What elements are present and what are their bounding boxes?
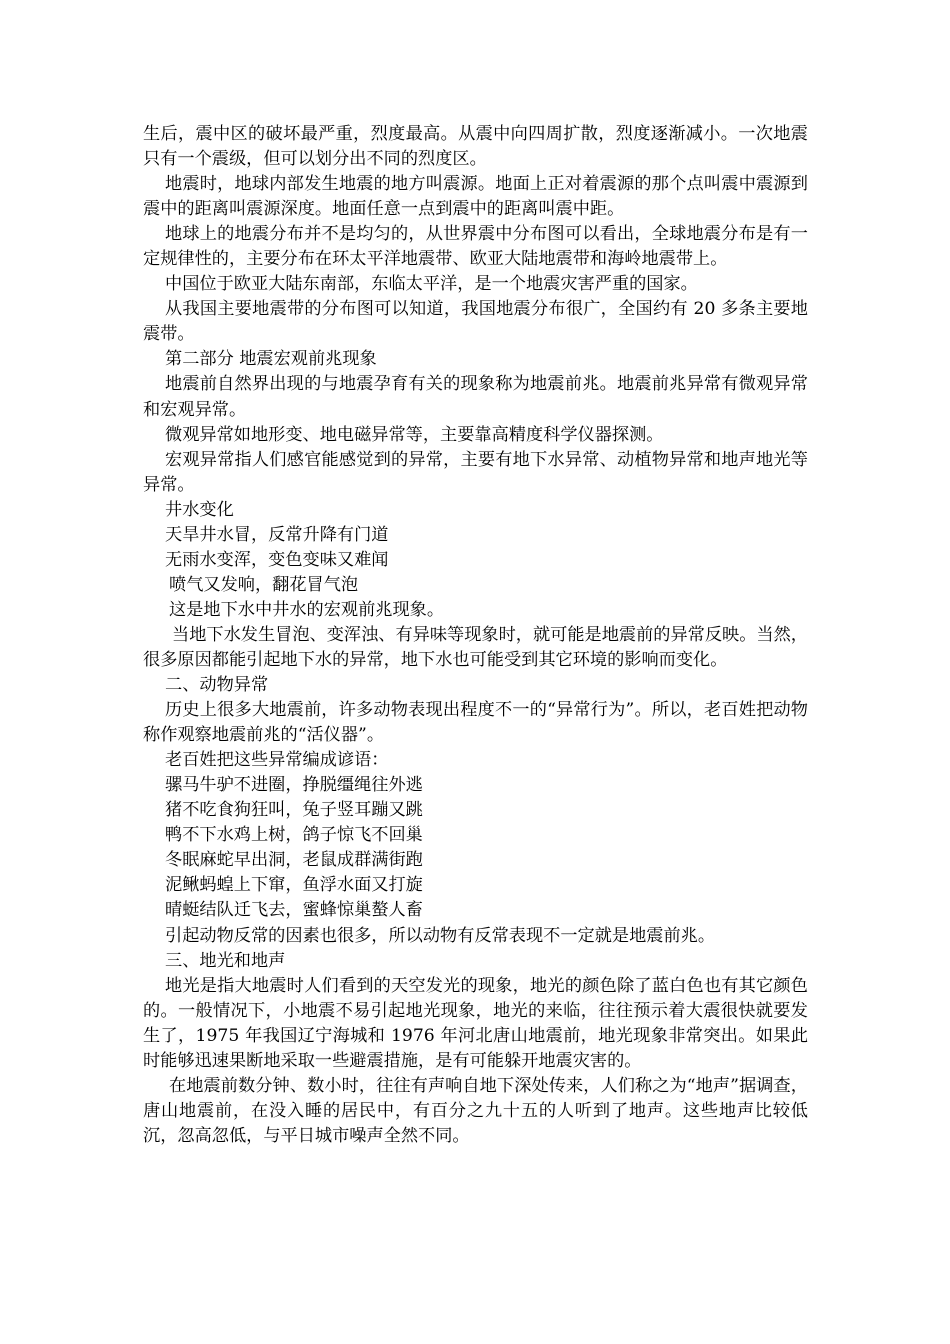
verse-line: 喷气又发响，翻花冒气泡: [169, 574, 359, 595]
paragraph: 引起动物反常的因素也很多，所以动物有反常表现不一定就是地震前兆。: [165, 925, 716, 946]
subsection-heading: 三、地光和地声: [165, 950, 286, 971]
subsection-heading: 二、动物异常: [165, 675, 269, 696]
document-page: [143, 122, 808, 1149]
verse-line: 骡马牛驴不进圈，挣脱缰绳往外逃: [165, 775, 423, 796]
verse-line: 冬眠麻蛇早出洞，老鼠成群满街跑: [165, 850, 423, 871]
paragraph: 微观异常如地形变、地电磁异常等，主要靠高精度科学仪器探测。: [165, 424, 664, 445]
verse-line: 鸭不下水鸡上树，鸽子惊飞不回巢: [165, 825, 423, 846]
paragraph: 宏观异常指人们感官能感觉到的异常，主要有地下水异常、动植物异常和地声地光等异常。: [143, 449, 808, 495]
verse-line: 天旱井水冒，反常升降有门道: [165, 524, 389, 545]
paragraph: 从我国主要地震带的分布图可以知道，我国地震分布很广，全国约有 20 多条主要地震带。: [143, 299, 808, 345]
subsection-heading: 井水变化: [165, 499, 234, 520]
paragraph: 地球上的地震分布并不是均匀的，从世界震中分布图可以看出，全球地震分布是有一定规律性的，主要分布在环太平洋地震带、欧亚大陆地震带和海岭地震带上。: [143, 224, 808, 270]
paragraph: 中国位于欧亚大陆东南部，东临太平洋，是一个地震灾害严重的国家。: [165, 274, 698, 295]
verse-line: 无雨水变浑，变色变味又难闻: [165, 549, 389, 570]
paragraph: 这是地下水中井水的宏观前兆现象。: [169, 599, 445, 620]
paragraph: 地震时，地球内部发生地震的地方叫震源。地面上正对着震源的那个点叫震中震源到震中的距离叫震源深度。地面任意一点到震中的距离叫震中距。: [143, 174, 808, 220]
paragraph: 在地震前数分钟、数小时，往往有声响自地下深处传来，人们称之为“地声”据调查，唐山地震前，在没入睡的居民中，有百分之九十五的人听到了地声。这些地声比较低沉，忽高忽低，与平日城市噪声全然不同。: [143, 1075, 808, 1146]
verse-line: 晴蜓结队迁飞去，蜜蜂惊巢螯人畜: [165, 900, 423, 921]
paragraph: 老百姓把这些异常编成谚语：: [165, 750, 389, 771]
paragraph: 生后，震中区的破坏最严重，烈度最高。从震中向四周扩散，烈度逐渐减小。一次地震只有一个震级，但可以划分出不同的烈度区。: [143, 124, 808, 170]
paragraph: 历史上很多大地震前，许多动物表现出程度不一的“异常行为”。所以，老百姓把动物称作观察地震前兆的“活仪器”。: [143, 700, 808, 746]
section-heading: 第二部分 地震宏观前兆现象: [165, 349, 377, 370]
paragraph: 当地下水发生冒泡、变浑浊、有异味等现象时，就可能是地震前的异常反映。当然，很多原因都能引起地下水的异常，地下水也可能受到其它环境的影响而变化。: [143, 624, 808, 670]
verse-line: 猪不吃食狗狂叫，兔子竖耳蹦又跳: [165, 800, 423, 821]
paragraph: 地光是指大地震时人们看到的天空发光的现象，地光的颜色除了蓝白色也有其它颜色的。一般情况下，小地震不易引起地光现象，地光的来临，往往预示着大震很快就要发生了，1975 年我国辽宁海城和 1976 年河北唐山地震前，地光现象非常突出。如果此时能够迅速果断地采取一些避震措施，是有可能躲开地震灾害的。: [143, 975, 808, 1071]
verse-line: 泥鳅蚂蝗上下窜，鱼浮水面又打旋: [165, 875, 423, 896]
paragraph: 地震前自然界出现的与地震孕育有关的现象称为地震前兆。地震前兆异常有微观异常和宏观异常。: [143, 374, 808, 420]
